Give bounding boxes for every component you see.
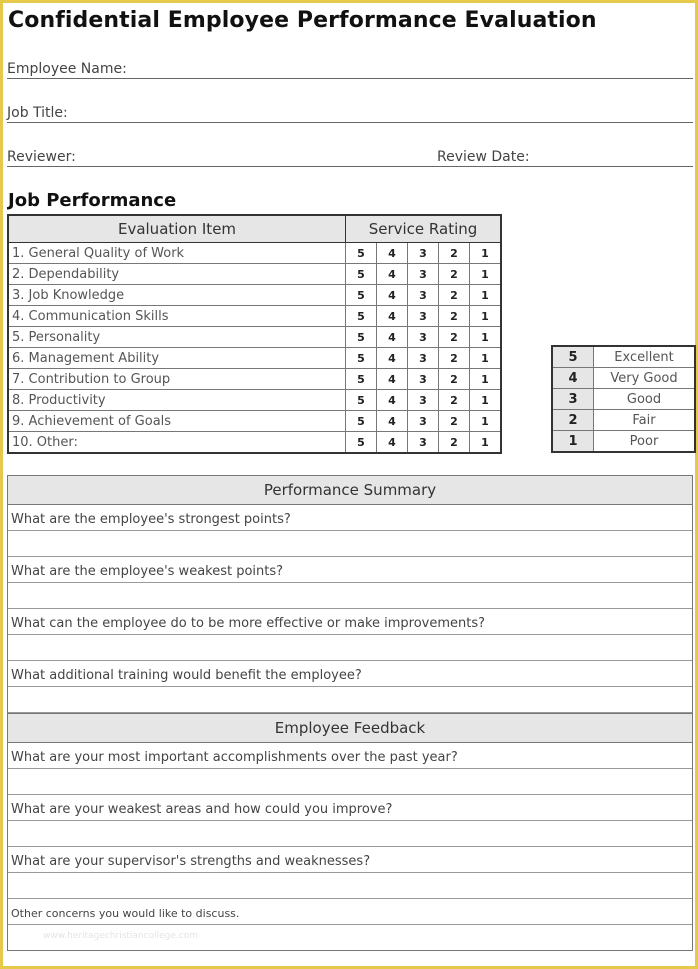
rating-option[interactable]: 5 [346, 390, 377, 411]
rating-option[interactable]: 3 [408, 306, 439, 327]
performance-row [8, 264, 501, 285]
performance-row [8, 411, 501, 432]
evaluation-item-label: 2. Dependability [8, 264, 346, 285]
rating-option[interactable]: 1 [470, 285, 502, 306]
legend-row [552, 368, 695, 389]
legend-rating-number: 4 [552, 368, 594, 389]
legend-rating-label: Good [594, 389, 696, 410]
rating-option[interactable]: 4 [377, 432, 408, 454]
summary-question: What additional training would benefit the employee? [8, 661, 692, 687]
evaluation-item-header: Evaluation Item [8, 215, 346, 243]
evaluation-item-label: 5. Personality [8, 327, 346, 348]
feedback-question: Other concerns you would like to discuss. [8, 899, 692, 925]
legend-row [552, 346, 695, 368]
evaluation-item-label: 4. Communication Skills [8, 306, 346, 327]
rating-option[interactable]: 1 [470, 390, 502, 411]
evaluation-item-label: 8. Productivity [8, 390, 346, 411]
rating-option[interactable]: 1 [470, 327, 502, 348]
rating-option[interactable]: 5 [346, 327, 377, 348]
rating-option[interactable]: 5 [346, 411, 377, 432]
rating-option[interactable]: 3 [408, 285, 439, 306]
rating-option[interactable]: 4 [377, 285, 408, 306]
legend-rating-number: 2 [552, 410, 594, 431]
review-date-label: Review Date: [437, 149, 530, 165]
rating-option[interactable]: 3 [408, 369, 439, 390]
summary-question: What are the employee's weakest points? [8, 557, 692, 583]
evaluation-item-label: 7. Contribution to Group [8, 369, 346, 390]
summary-question: What can the employee do to be more effective or make improvements? [8, 609, 692, 635]
rating-option[interactable]: 4 [377, 264, 408, 285]
rating-option[interactable]: 2 [439, 348, 470, 369]
rating-option[interactable]: 3 [408, 348, 439, 369]
rating-option[interactable]: 5 [346, 264, 377, 285]
employee-feedback-heading: Employee Feedback [8, 713, 692, 743]
rating-option[interactable]: 5 [346, 369, 377, 390]
rating-option[interactable]: 1 [470, 432, 502, 454]
rating-option[interactable]: 5 [346, 348, 377, 369]
evaluation-item-label: 9. Achievement of Goals [8, 411, 346, 432]
rating-option[interactable]: 4 [377, 348, 408, 369]
service-rating-header: Service Rating [346, 215, 502, 243]
rating-option[interactable]: 1 [470, 348, 502, 369]
job-performance-heading: Job Performance [8, 190, 177, 211]
legend-row [552, 389, 695, 410]
legend-rating-label: Poor [594, 431, 696, 453]
performance-row [8, 243, 501, 264]
feedback-question: What are your supervisor's strengths and weaknesses? [8, 847, 692, 873]
legend-rating-label: Very Good [594, 368, 696, 389]
feedback-question: What are your most important accomplishments over the past year? [8, 743, 692, 769]
rating-option[interactable]: 2 [439, 432, 470, 454]
rating-legend [551, 345, 696, 453]
rating-option[interactable]: 3 [408, 243, 439, 264]
rating-option[interactable]: 2 [439, 264, 470, 285]
performance-row [8, 285, 501, 306]
feedback-question: What are your weakest areas and how could you improve? [8, 795, 692, 821]
legend-row [552, 410, 695, 431]
evaluation-item-label: 10. Other: [8, 432, 346, 454]
job-title-line[interactable] [7, 122, 693, 123]
rating-option[interactable]: 5 [346, 432, 377, 454]
evaluation-item-label: 3. Job Knowledge [8, 285, 346, 306]
job-performance-table [7, 214, 502, 454]
rating-option[interactable]: 2 [439, 390, 470, 411]
watermark-text: www.heritagechristiancollege.com [43, 931, 198, 941]
answer-line[interactable] [8, 769, 692, 795]
reviewer-line[interactable] [7, 166, 693, 167]
job-title-label: Job Title: [7, 105, 68, 121]
rating-option[interactable]: 5 [346, 243, 377, 264]
rating-option[interactable]: 4 [377, 243, 408, 264]
answer-line[interactable] [8, 531, 692, 557]
performance-row [8, 390, 501, 411]
rating-option[interactable]: 4 [377, 390, 408, 411]
answer-line[interactable] [8, 583, 692, 609]
legend-rating-number: 5 [552, 346, 594, 368]
performance-row [8, 432, 501, 454]
legend-rating-label: Excellent [594, 346, 696, 368]
evaluation-item-label: 6. Management Ability [8, 348, 346, 369]
rating-option[interactable]: 1 [470, 411, 502, 432]
evaluation-item-label: 1. General Quality of Work [8, 243, 346, 264]
rating-option[interactable]: 2 [439, 411, 470, 432]
performance-row [8, 306, 501, 327]
legend-rating-number: 1 [552, 431, 594, 453]
rating-option[interactable]: 3 [408, 327, 439, 348]
rating-option[interactable]: 4 [377, 369, 408, 390]
rating-option[interactable]: 2 [439, 285, 470, 306]
summary-section [7, 475, 693, 951]
summary-question: What are the employee's strongest points? [8, 505, 692, 531]
rating-option[interactable]: 2 [439, 327, 470, 348]
rating-option[interactable]: 2 [439, 369, 470, 390]
performance-row [8, 348, 501, 369]
performance-row [8, 327, 501, 348]
rating-option[interactable]: 4 [377, 327, 408, 348]
rating-option[interactable]: 4 [377, 411, 408, 432]
rating-option[interactable]: 3 [408, 411, 439, 432]
rating-option[interactable]: 1 [470, 243, 502, 264]
rating-option[interactable]: 3 [408, 432, 439, 454]
legend-rating-label: Fair [594, 410, 696, 431]
legend-rating-number: 3 [552, 389, 594, 410]
employee-name-line[interactable] [7, 78, 693, 79]
performance-summary-heading: Performance Summary [8, 476, 692, 505]
answer-line[interactable] [8, 873, 692, 899]
rating-option[interactable]: 5 [346, 285, 377, 306]
rating-option[interactable]: 3 [408, 390, 439, 411]
rating-option[interactable]: 4 [377, 306, 408, 327]
rating-option[interactable]: 5 [346, 306, 377, 327]
legend-row [552, 431, 695, 453]
form-title: Confidential Employee Performance Evaluation [8, 8, 597, 33]
answer-line[interactable] [8, 687, 692, 713]
rating-option[interactable]: 1 [470, 306, 502, 327]
performance-row [8, 369, 501, 390]
rating-option[interactable]: 3 [408, 264, 439, 285]
employee-name-label: Employee Name: [7, 61, 127, 77]
rating-option[interactable]: 2 [439, 243, 470, 264]
rating-option[interactable]: 1 [470, 264, 502, 285]
reviewer-label: Reviewer: [7, 149, 76, 165]
rating-option[interactable]: 1 [470, 369, 502, 390]
answer-line[interactable] [8, 635, 692, 661]
rating-option[interactable]: 2 [439, 306, 470, 327]
answer-line[interactable] [8, 821, 692, 847]
answer-line[interactable] [8, 925, 692, 950]
